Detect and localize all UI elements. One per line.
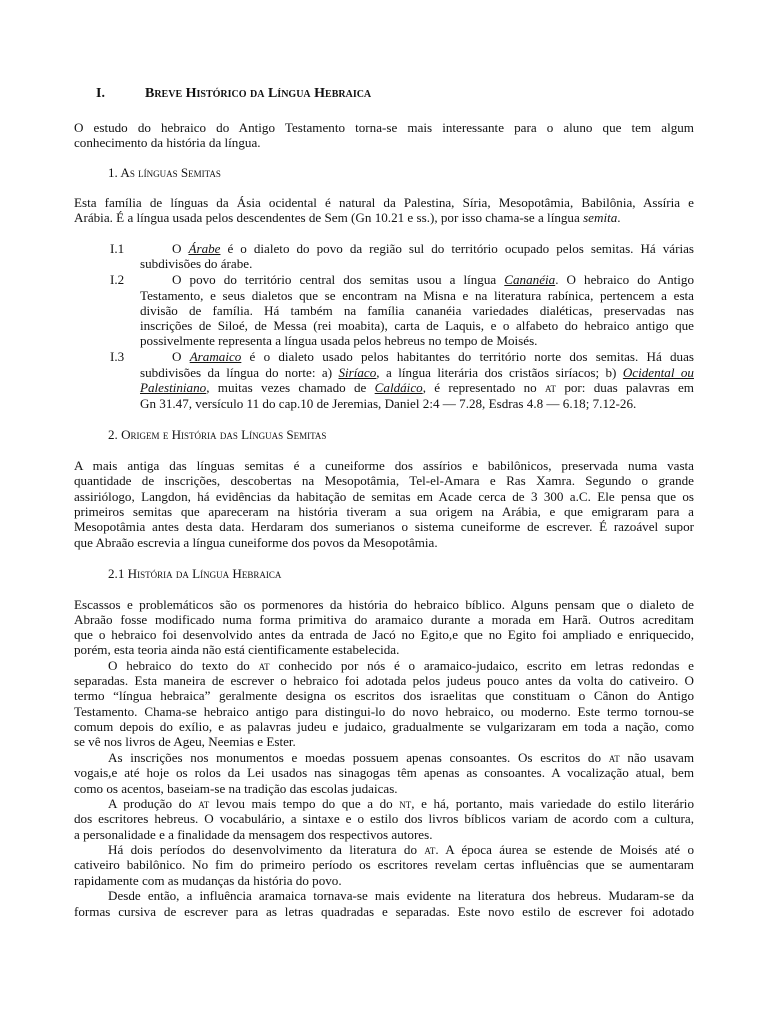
s21-p3-line-1: As inscrições nos monumentos e moedas possuem apenas consoantes. Os escritos do at não usavam	[108, 750, 695, 765]
section-2-line-6: que Abraão escrevia a língua cuneiforme dos povos da Mesopotâmia.	[74, 535, 438, 550]
section-1-para-line-2: Arábia. É a língua usada pelos descendentes de Sem (Gn 10.21 e ss.), por isso chama-se a língua semita.	[74, 210, 621, 225]
section-2-line-5: Mesopotâmia antes desta data. Herdaram dos sumerianos o sistema cuneiforme de escrever. É razoável supor	[74, 519, 694, 534]
section-2-line-3: assiriólogo, Langdon, há evidências da habitação de semitas em Acade cerca de 3 300 a.C. Ele pensa que os	[74, 489, 694, 504]
item-i3-line-1: O Aramaico é o dialeto usado pelos habitantes do território norte dos semitas. Há duas	[172, 349, 695, 364]
item-i2-label: I.2	[110, 272, 125, 287]
item-i3-line-3: Palestiniano, muitas vezes chamado de Caldáico, é representado no at por: duas palavras em	[140, 380, 694, 395]
section-2-line-2: quantidade de inscrições, descobertas na Mesopotâmia, Tel-el-Amara e Ras Xamra. Segundo o grande	[74, 473, 694, 488]
s21-p1-line-1: Escassos e problemáticos são os pormenores da história do hebraico bíblico. Alguns pensam que o dialeto de	[74, 597, 694, 612]
item-i1-label: I.1	[110, 241, 125, 256]
heading-number: I.	[96, 86, 105, 101]
s21-p2-line-5: comum depois do exílio, e as palavras judeu e judaico, gradualmente se vulgarizaram em toda a nação, como	[74, 719, 694, 734]
intro-line-1: O estudo do hebraico do Antigo Testamento torna-se mais interessante para o aluno que tem algum	[74, 120, 694, 135]
item-i2-line-4: inscrições de Siloé, de Messa (rei moabita), carta de Laquis, e o alfabeto do hebraico antigo que	[140, 318, 694, 333]
section-2-line-4: primeiros semitas que apareceram na história tiveram a sua origem na Arábia, e que emigraram para a	[74, 504, 694, 519]
section-2-line-1: A mais antiga das línguas semitas é a cuneiforme dos assírios e babilônicos, preservada numa vasta	[74, 458, 694, 473]
item-i2-line-2: Testamento, e seus dialetos que se encontram na Misna e na literatura rabínica, pertencem a esta	[140, 288, 694, 303]
section-1-para-line-1: Esta família de línguas da Ásia ocidental é natural da Palestina, Síria, Mesopotâmia, Babilônia, Assíria e	[74, 195, 694, 210]
section-21-title: 2.1 História da Língua Hebraica	[108, 566, 282, 581]
s21-p5-line-1: Há dois períodos do desenvolvimento da literatura do at. A época áurea se estende de Moisés até o	[108, 842, 694, 857]
section-2-title: 2. Origem e História das Línguas Semitas	[108, 427, 327, 442]
section-1-title: 1. As línguas Semitas	[108, 165, 221, 180]
item-i2-line-5: possivelmente representa a língua usada pelos hebreus no tempo de Moisés.	[140, 333, 538, 348]
s21-p2-line-3: termo “língua hebraica” geralmente designa os escritos dos israelitas que constituam o Cânon do Antigo	[74, 688, 694, 703]
s21-p2-line-1: O hebraico do texto do at conhecido por nós é o aramaico-judaico, escrito em letras redondas e	[108, 658, 694, 673]
s21-p6-line-2: formas cursiva de escrever para as letras quadradas e separadas. Este novo estilo de escrever foi adotado	[74, 904, 694, 919]
s21-p4-line-2: dos escritores hebreus. O vocabulário, a sintaxe e o estilo dos livros bíblicos variam de acordo com a cultura,	[74, 811, 694, 826]
s21-p5-line-3: rapidamente com as mudanças da história do povo.	[74, 873, 342, 888]
s21-p5-line-2: cativeiro babilônico. No fim do primeiro período os escritores revelam certas influências que se aumentaram	[74, 857, 694, 872]
s21-p3-line-3: como os acentos, baseiam-se na tradição das escolas judaicas.	[74, 781, 398, 796]
item-i3-line-4: Gn 31.47, versículo 11 do cap.10 de Jeremias, Daniel 2:4 — 7.28, Esdras 4.8 — 6.18; 7.12-26.	[140, 396, 637, 411]
item-i3-line-2: subdivisões da língua do norte: a) Siríaco, a língua literária dos cristãos siríacos; b) Ocidental ou	[140, 365, 694, 380]
s21-p2-line-2: separadas. Esta maneira de escrever o hebraico foi adotada pelos judeus pouco antes da volta do cativeiro. O	[74, 673, 694, 688]
heading-title: Breve Histórico da Língua Hebraica	[145, 86, 372, 101]
item-i3-label: I.3	[110, 349, 125, 364]
s21-p1-line-3: que o hebraico foi desenvolvido antes da entrada de Jacó no Egito,e que no Egito foi ampliado e enriquecido,	[74, 627, 694, 642]
s21-p1-line-4: porém, esta teoria ainda não está cientificamente estabelecida.	[74, 642, 400, 657]
s21-p2-line-4: Testamento. Chama-se hebraico antigo para distingui-lo do novo hebraico, ou moderno. Este termo tornou-se	[74, 704, 694, 719]
item-i1-line-2: subdivisões do árabe.	[140, 256, 253, 271]
item-i2-line-3: divisão de família. Há também na família cananéia variedades dialéticas, preservadas nas	[140, 303, 694, 318]
s21-p1-line-2: Abraão fosse modificado numa forma primitiva do aramaico durante a morada em Harã. Outros acreditam	[74, 612, 694, 627]
s21-p4-line-3: a personalidade e a finalidade da mensagem dos respectivos autores.	[74, 827, 433, 842]
intro-line-2: conhecimento da história da língua.	[74, 135, 261, 150]
item-i2-line-1: O povo do território central dos semitas usou a língua Cananéia. O hebraico do Antigo	[172, 272, 695, 287]
s21-p6-line-1: Desde então, a influência aramaica tornava-se mais evidente na literatura dos hebreus. Mudaram-se da	[108, 888, 694, 903]
item-i1-line-1: O Árabe é o dialeto do povo da região sul do território ocupado pelos semitas. Há várias	[172, 241, 694, 256]
s21-p3-line-2: vogais,e até hoje os rolos da Lei usados nas sinagogas têm apenas as consoantes. A vocalização atual, bem	[74, 765, 694, 780]
s21-p4-line-1: A produção do at levou mais tempo do que a do nt, e há, portanto, mais variedade do estilo literário	[108, 796, 694, 811]
s21-p2-line-6: se vê nos livros de Ageu, Neemias e Ester.	[74, 734, 296, 749]
